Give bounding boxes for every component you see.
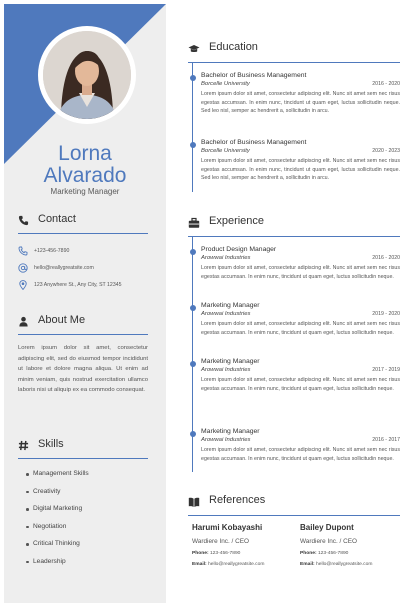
reference-email	[300, 562, 400, 567]
reference-card	[192, 523, 292, 567]
person-icon	[18, 316, 29, 327]
references-title: References	[209, 494, 266, 506]
timeline-dot	[190, 142, 196, 148]
address-text: 123 Anywhere St., Any City, ST 12345	[34, 282, 122, 288]
graduation-cap-icon	[188, 43, 200, 55]
description: Lorem ipsum dolor sit amet, consectetur adipiscing elit. Nunc sit amet sem nec risus egestas accumsan. In enim nunc, tincidunt ut quam eget, luctus sollicitudin neque. Sed leo nisl, semper ac hendrerit a, sollicitudin in arcu.	[201, 158, 400, 182]
about-text: Lorem ipsum dolor sit amet, consectetur adipiscing elit, sed do eiusmod tempor incididunt ut labore et dolore magna aliqua. Ut enim ad minim veniam, quis nostrud exercitation ullamco laboris nisi ut aliquip ex ea commodo consequat.	[18, 345, 148, 393]
years: 2016 - 2020	[372, 81, 400, 87]
education-divider	[188, 62, 400, 63]
timeline-dot	[190, 361, 196, 367]
years: 2016 - 2017	[372, 437, 400, 443]
experience-title: Experience	[209, 215, 265, 227]
years: 2016 - 2020	[372, 255, 400, 261]
list-item: Negotiation	[26, 521, 156, 539]
years: 2019 - 2020	[372, 311, 400, 317]
reference-phone	[300, 551, 400, 556]
book-icon	[188, 496, 200, 508]
timeline-dot	[190, 249, 196, 255]
phone-text: +123-456-7890	[34, 248, 70, 254]
education-timeline	[192, 62, 193, 192]
email-label: Email:	[300, 562, 315, 567]
email-value: hello@reallygreatsite.com	[208, 562, 265, 567]
location-pin-icon	[18, 280, 28, 290]
about-title: About Me	[38, 314, 86, 326]
company: Arowwai Industries	[201, 255, 251, 261]
job-title: Marketing Manager	[50, 187, 120, 196]
profile-photo	[43, 31, 131, 119]
school: Borcelle University	[201, 148, 250, 154]
references-divider	[188, 515, 400, 516]
description: Lorem ipsum dolor sit amet, consectetur adipiscing elit. Nunc sit amet sem nec risus egestas accumsan. In enim nunc, tincidunt ut quam eget, luctus sollicitudin neque.	[201, 377, 400, 392]
degree: Bachelor of Business Management	[201, 72, 307, 79]
education-heading	[188, 38, 400, 60]
position: Marketing Manager	[201, 428, 260, 435]
list-item: Digital Marketing	[26, 503, 156, 521]
email-value: hello@reallygreatsite.com	[316, 562, 373, 567]
reference-role: Wardiere Inc. / CEO	[192, 538, 249, 545]
skills-heading	[18, 435, 148, 459]
email-text: hello@reallygreatsite.com	[34, 265, 94, 271]
reference-email	[192, 562, 292, 567]
skills-title: Skills	[38, 438, 64, 450]
skills-list	[26, 468, 156, 574]
timeline-dot	[190, 431, 196, 437]
position: Marketing Manager	[201, 358, 260, 365]
school: Borcelle University	[201, 81, 250, 87]
phone-value: 123-456-7890	[317, 551, 349, 556]
description: Lorem ipsum dolor sit amet, consectetur adipiscing elit. Nunc sit amet sem nec risus egestas accumsan. In enim nunc, tincidunt ut quam eget, luctus sollicitudin neque.	[201, 265, 400, 280]
at-icon	[18, 263, 28, 273]
phone-label: Phone:	[192, 551, 209, 556]
phone-icon	[18, 246, 28, 256]
experience-divider	[188, 236, 400, 237]
first-name: Lorna	[58, 142, 112, 165]
experience-heading	[188, 212, 400, 234]
list-item: Management Skills	[26, 468, 156, 486]
hashtag-icon	[18, 440, 29, 451]
phone-label: Phone:	[300, 551, 317, 556]
description: Lorem ipsum dolor sit amet, consectetur adipiscing elit. Nunc sit amet sem nec risus egestas accumsan. In enim nunc, tincidunt ut quam eget, luctus sollicitudin neque. Sed leo nisl, semper ac hendrerit a, sollicitudin in arcu.	[201, 91, 400, 115]
email-label: Email:	[192, 562, 207, 567]
list-item: Creativity	[26, 486, 156, 504]
timeline-dot	[190, 75, 196, 81]
phone-value: 123-456-7890	[209, 551, 241, 556]
contact-title: Contact	[38, 213, 76, 225]
reference-name: Harumi Kobayashi	[192, 523, 263, 532]
reference-name: Bailey Dupont	[300, 523, 354, 532]
reference-card	[300, 523, 400, 567]
phone-icon	[18, 215, 29, 226]
company: Arowwai Industries	[201, 311, 251, 317]
about-heading	[18, 311, 148, 335]
contact-heading	[18, 210, 148, 234]
position: Product Design Manager	[201, 246, 277, 253]
reference-phone	[192, 551, 292, 556]
degree: Bachelor of Business Management	[201, 139, 307, 146]
company: Arowwai Industries	[201, 367, 251, 373]
education-title: Education	[209, 41, 258, 53]
description: Lorem ipsum dolor sit amet, consectetur adipiscing elit. Nunc sit amet sem nec risus egestas accumsan. In enim nunc, tincidunt ut quam eget, luctus sollicitudin neque.	[201, 321, 400, 336]
years: 2017 - 2019	[372, 367, 400, 373]
description: Lorem ipsum dolor sit amet, consectetur adipiscing elit. Nunc sit amet sem nec risus egestas accumsan. In enim nunc, tincidunt ut quam eget, luctus sollicitudin neque.	[201, 447, 400, 462]
position: Marketing Manager	[201, 302, 260, 309]
references-heading	[188, 491, 400, 513]
years: 2020 - 2023	[372, 148, 400, 154]
list-item: Critical Thinking	[26, 538, 156, 556]
timeline-dot	[190, 305, 196, 311]
last-name: Alvarado	[43, 164, 127, 187]
reference-role: Wardiere Inc. / CEO	[300, 538, 357, 545]
briefcase-icon	[188, 217, 200, 229]
company: Arowwai Industries	[201, 437, 251, 443]
list-item: Leadership	[26, 556, 156, 574]
